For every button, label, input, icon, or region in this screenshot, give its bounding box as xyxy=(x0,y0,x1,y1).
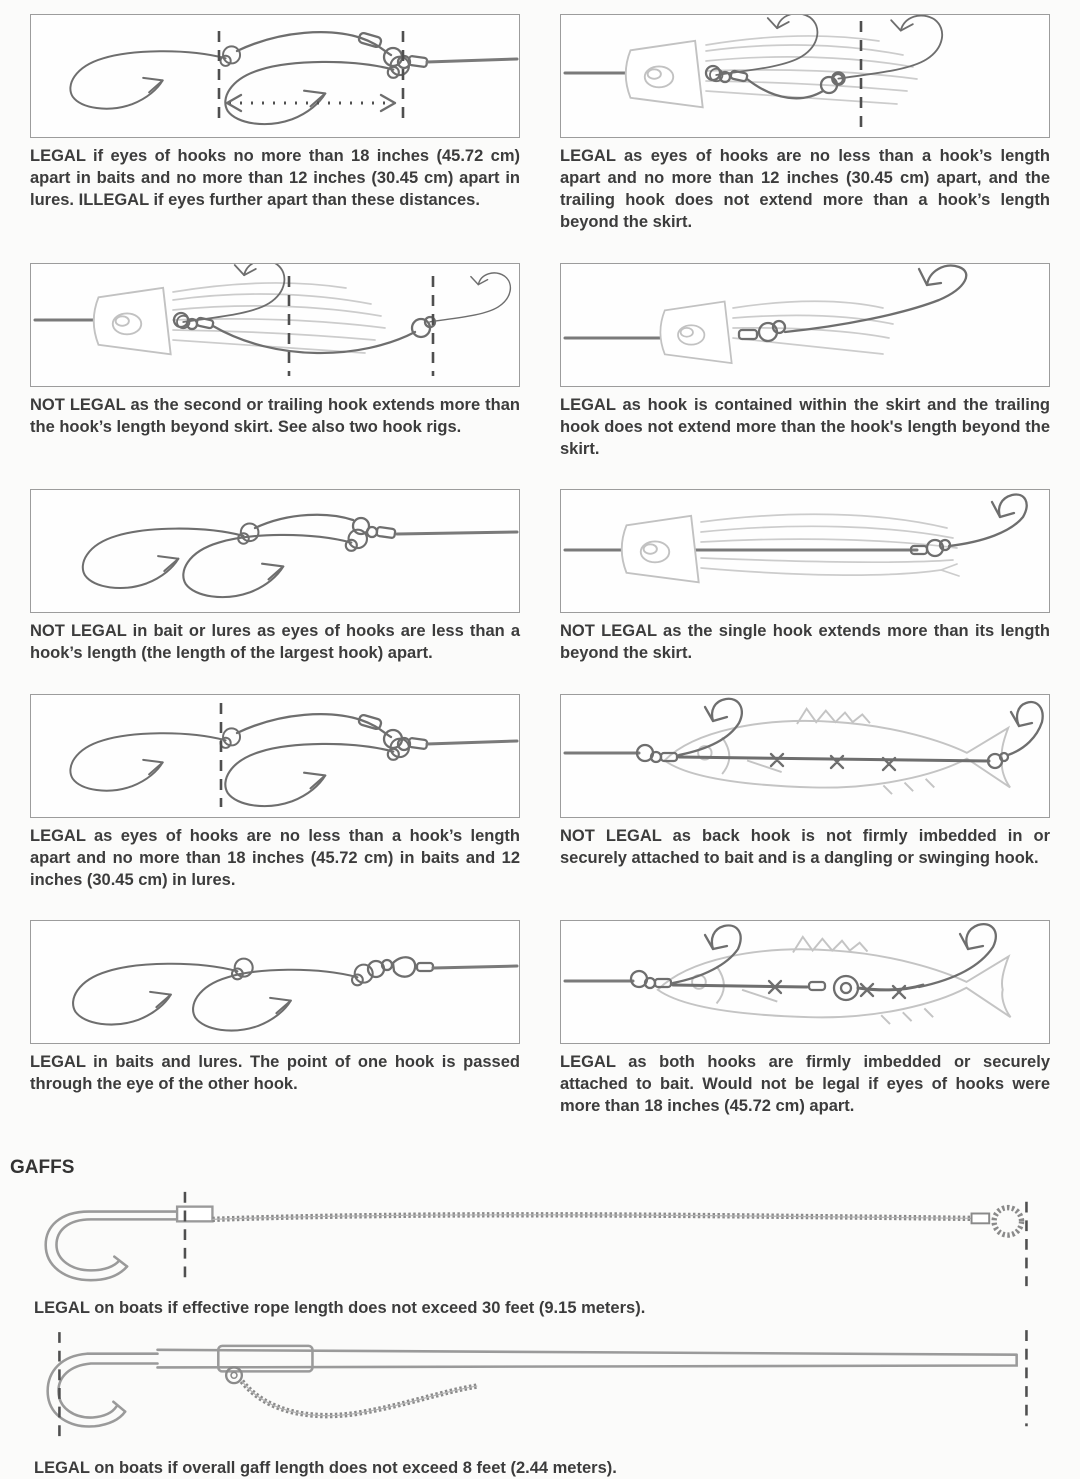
figure-caption: LEGAL as eyes of hooks are no less than a hook’s length apart and no more than 12 inches (30.45 cm) apart, and the trailing hook does not extend more than a hook’s length beyond the skirt. xyxy=(560,147,1050,231)
figure-notlegal-single-hook-extends xyxy=(560,489,1050,681)
two-hook-close-diagram xyxy=(31,490,519,612)
gaff-pole-diagram xyxy=(30,1325,1050,1455)
hook-figures-grid xyxy=(30,14,1050,1147)
diagram-box xyxy=(30,920,520,1044)
figure-caption: LEGAL if eyes of hooks no more than 18 inches (45.72 cm) apart in baits and no more than 12 inches (30.45 cm) apart in lures. ILLEGAL if eyes further apart than these distances. xyxy=(30,147,520,209)
diagram-box xyxy=(30,263,520,387)
figure-notlegal-dangling-hook xyxy=(560,694,1050,908)
figure-legal-18-inch-rig xyxy=(30,14,520,250)
gaff-pole-figure xyxy=(30,1325,1050,1479)
diagram-box xyxy=(30,14,520,138)
figure-legal-point-through-eye xyxy=(30,920,520,1134)
figure-caption: LEGAL as both hooks are firmly imbedded or securely attached to bait. Would not be legal if eyes of hooks were more than 18 inches (45.72 cm) apart. xyxy=(560,1053,1050,1115)
gaff-rope-diagram xyxy=(30,1183,1050,1295)
gaffs-section xyxy=(10,1156,1050,1479)
figure-legal-hooks-length-apart xyxy=(30,694,520,908)
diagram-box xyxy=(560,263,1050,387)
figure-notlegal-eyes-close xyxy=(30,489,520,681)
lure-long-skirt-diagram xyxy=(561,490,1049,612)
figure-caption: NOT LEGAL as the single hook extends more than its length beyond the skirt. xyxy=(560,622,1050,662)
diagram-box xyxy=(30,489,520,613)
gaffs-heading: GAFFS xyxy=(10,1156,75,1178)
diagram-box xyxy=(30,694,520,818)
diagram-box xyxy=(560,694,1050,818)
lure-two-hook-diagram xyxy=(561,15,1049,137)
diagram-box xyxy=(560,489,1050,613)
gaff-caption: LEGAL on boats if overall gaff length does not exceed 8 feet (2.44 meters). xyxy=(34,1458,617,1477)
figure-caption: LEGAL as hook is contained within the skirt and the trailing hook does not extend more than the hook's length beyond the skirt. xyxy=(560,395,1050,458)
two-hook-rig-diagram xyxy=(31,695,519,817)
interlocked-hooks-diagram xyxy=(31,921,519,1043)
figure-notlegal-trailing-hook xyxy=(30,263,520,477)
figure-legal-lure-two-hooks xyxy=(560,14,1050,250)
figure-caption: LEGAL as eyes of hooks are no less than a hook’s length apart and no more than 18 inches (45.72 cm) in baits and 12 inches (30.45 cm) in lures. xyxy=(30,826,520,889)
lure-trailing-hook-diagram xyxy=(31,264,519,386)
figure-legal-both-hooks-embedded xyxy=(560,920,1050,1134)
figure-caption: NOT LEGAL as the second or trailing hook extends more than the hook’s length beyond skirt. See also two hook rigs. xyxy=(30,395,520,436)
fish-two-hooks-diagram xyxy=(561,921,1049,1043)
lure-single-hook-diagram xyxy=(561,264,1049,386)
figure-caption: NOT LEGAL in bait or lures as eyes of hooks are less than a hook’s length (the length of the largest hook) apart. xyxy=(30,622,520,662)
diagram-box xyxy=(560,14,1050,138)
figure-caption: LEGAL in baits and lures. The point of one hook is passed through the eye of the other hook. xyxy=(30,1053,520,1093)
diagram-box xyxy=(560,920,1050,1044)
figure-caption: NOT LEGAL as back hook is not firmly imbedded in or securely attached to bait and is a dangling or swinging hook. xyxy=(560,826,1050,867)
two-hook-measurement-diagram xyxy=(31,15,519,137)
gaff-caption: LEGAL on boats if effective rope length does not exceed 30 feet (9.15 meters). xyxy=(34,1298,646,1317)
gaff-rope-figure xyxy=(30,1183,1050,1319)
fish-dangling-hook-diagram xyxy=(561,695,1049,817)
figure-legal-hook-contained xyxy=(560,263,1050,477)
